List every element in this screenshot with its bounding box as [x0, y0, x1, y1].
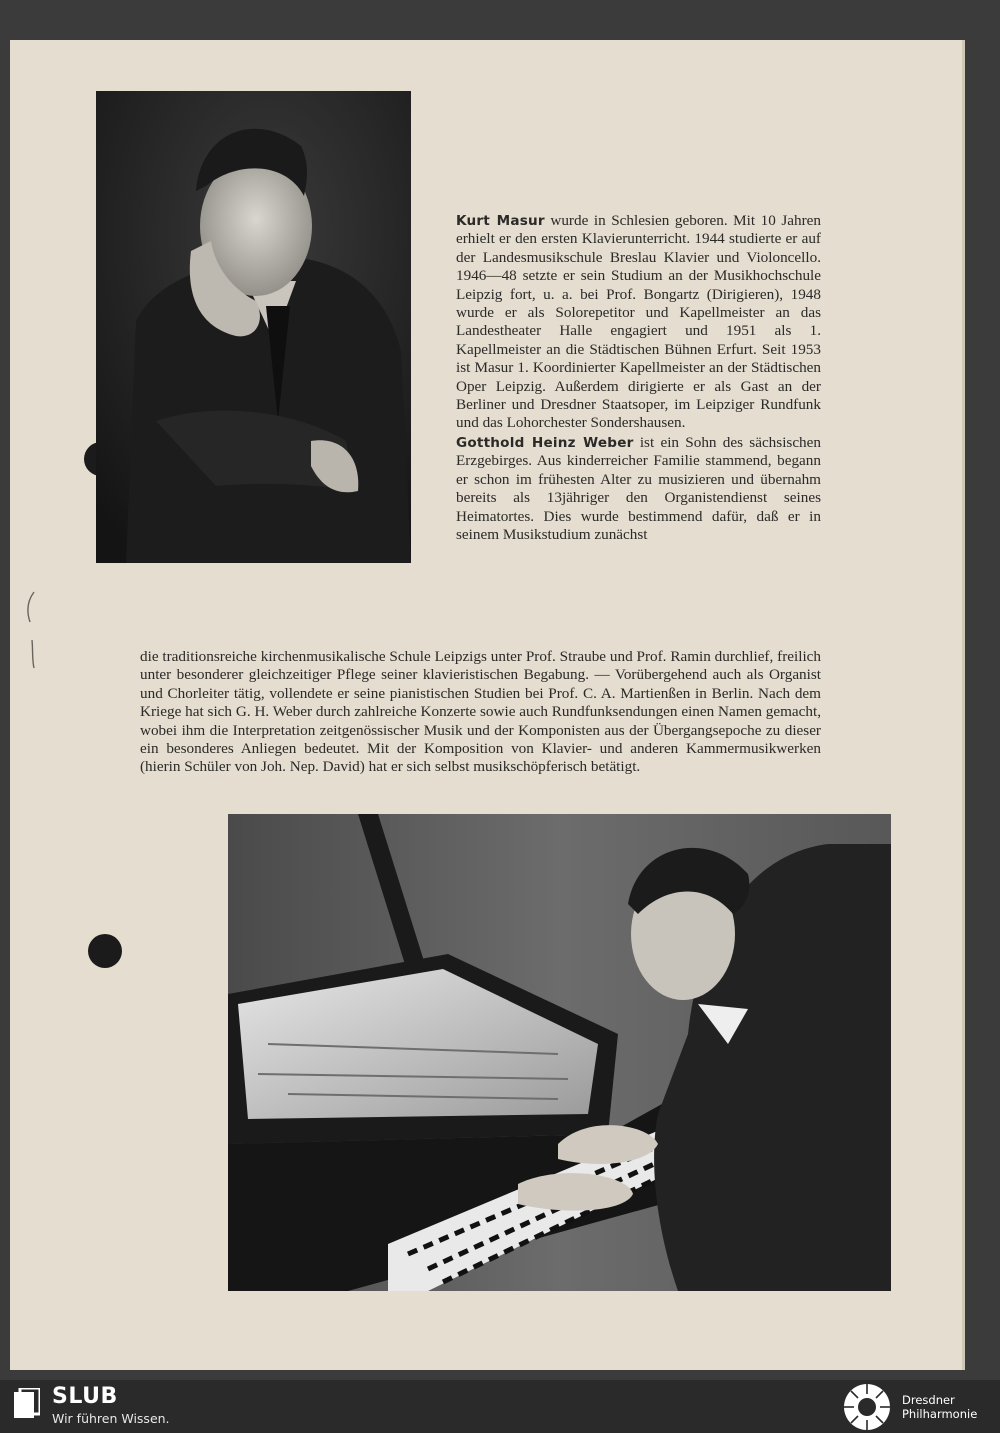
footer-bar: [0, 1380, 1000, 1433]
partner-line-1: Dresdner: [902, 1393, 955, 1407]
masur-bio-paragraph: [456, 212, 821, 433]
dresdner-philharmonie-name: [902, 1393, 977, 1421]
dresdner-philharmonie-logo-icon: [842, 1382, 892, 1432]
partner-line-2: Philharmonie: [902, 1407, 978, 1421]
bio-column: [456, 212, 821, 544]
punch-hole-bottom: [88, 934, 122, 968]
masur-name: Kurt Masur: [456, 213, 545, 229]
weber-bio-paragraph: [456, 434, 821, 544]
pencil-mark: [24, 590, 38, 670]
masur-bio-text: wurde in Schlesien geboren. Mit 10 Jahren erhielt er den ersten Klavierunterricht. 1944 studierte er auf der Landesmusikschule Breslau Klavier und Violoncello. 1946—48 setzte er sein Studium an der Musikhochschule Leipzig fort, u. a. bei Prof. Bongartz (Dirigieren), 1948 wurde er als Solorepetitor und Kapellmeister an das Landestheater Halle engagiert und 1951 als 1. Kapellmeister an die Städtischen Bühnen Erfurt. Seit 1953 ist Masur 1. Koordinierter Kapellmeister an der Städtischen Oper Leipzig. Außerdem dirigierte er als Gast an der Berliner und Dresdner Staatsoper, im Leipziger Rundfunk und das Lohorchester Sondershausen.: [456, 212, 821, 432]
weber-bio-text-wide: die traditionsreiche kirchenmusikalische Schule Leipzigs unter Prof. Straube und Prof. Ramin durchlief, freilich unter besonderer gleichzeitiger Pflege seiner klavieristischen Begabung. — Vorübergehend auch als Organist und Chorleiter tätig, vollendete er seine pianistischen Studien bei Prof. C. A. Martienßen in Berlin. Nach dem Kriege hat sich G. H. Weber durch zahlreiche Konzerte sowie auch Rundfunksendungen einen Namen gemacht, wobei ihm die Interpretation zeitgenössischer Musik und der Komponisten aus der Übergangsepoche zu dieser ein besonderes Anliegen bedeutet. Mit der Komposition von Klavier- und anderen Kammermusikwerken (hierin Schüler von Joh. Nep. David) hat er sich selbst musikschöpferisch betätigt.: [140, 648, 821, 776]
masur-portrait-photo: [96, 91, 411, 563]
slub-logo-icon: [14, 1388, 40, 1418]
document-page: [10, 40, 965, 1370]
weber-bio-text-column: ist ein Sohn des sächsischen Erzgebirges. Aus kinderreicher Familie stammend, begann er schon im frühesten Alter zu musizieren und übernahm bereits als 13jähriger den Organistendienst seines Heimatortes. Dies wurde bestimmend dafür, daß er in seinem Musikstudium zunächst: [456, 433, 821, 543]
weber-name: Gotthold Heinz Weber: [456, 434, 634, 451]
slub-tagline: Wir führen Wissen.: [52, 1411, 170, 1426]
slub-name: SLUB: [52, 1384, 118, 1409]
page-edge: [962, 40, 965, 1370]
weber-piano-photo: [228, 814, 891, 1291]
